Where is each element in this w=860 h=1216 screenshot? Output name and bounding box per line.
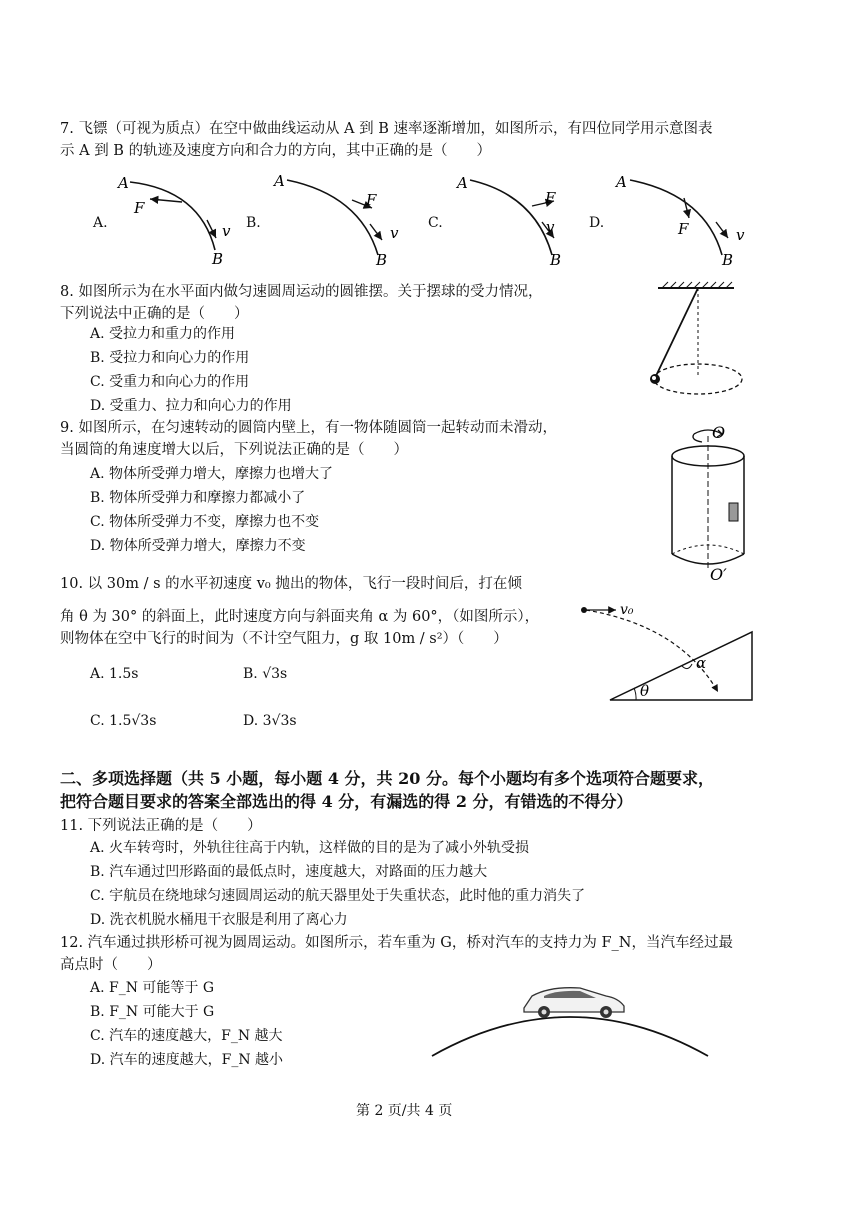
q8-line1: 8. 如图所示为在水平面内做匀速圆周运动的圆锥摆。关于摆球的受力情况， [60,284,543,300]
q7-option-d: D. [589,215,605,231]
q7b-label-velocity: v [390,224,399,242]
q12-line1: 12. 汽车通过拱形桥可视为圆周运动。如图所示，若车重为 G，桥对汽车的支持力为 F_N，当汽车经过最 [60,935,733,951]
q7c-label-end: B [550,251,562,269]
q8-option-c: C. 受重力和向心力的作用 [90,374,250,390]
q9-option-c: C. 物体所受弹力不变，摩擦力也不变 [90,514,320,530]
q7a-label-force: F [134,199,145,217]
q7a-label-start: A [118,174,129,192]
q8-conical-pendulum-figure [620,278,760,408]
q10-option-c: C. 1.5√3s [90,713,157,729]
q7b-label-start: A [274,172,285,190]
car-icon [524,988,624,1018]
q11-option-a: A. 火车转弯时，外轨往往高于内轨，这样做的目的是为了减小外轨受损 [90,840,530,856]
q7-figure-d [614,173,745,269]
q12-arch-bridge-figure [420,968,720,1064]
q7-figures [0,0,860,280]
q8-option-b: B. 受拉力和向心力的作用 [90,350,250,366]
q7b-label-force: F [366,191,377,209]
q10-fig-alpha-label: α [696,654,707,672]
q12-option-d: D. 汽车的速度越大，F_N 越小 [90,1052,284,1068]
q12-line2: 高点时（ ） [60,957,162,973]
q7d-label-start: A [616,173,627,191]
section2-title-line1: 二、多项选择题（共 5 小题，每小题 4 分，共 20 分。每个小题均有多个选项符合题要求， [60,769,714,788]
q7c-label-start: A [457,174,468,192]
q9-option-d: D. 物体所受弹力增大，摩擦力不变 [90,538,306,554]
q7-option-c: C. [428,215,443,231]
q7a-label-end: B [212,250,224,268]
q7c-label-velocity: v [546,218,555,236]
q8-line2: 下列说法中正确的是（ ） [60,306,249,322]
q10-line1: 10. 以 30m / s 的水平初速度 v₀ 抛出的物体，飞行一段时间后，打在倾 [60,576,522,592]
q8-option-d: D. 受重力、拉力和向心力的作用 [90,398,292,414]
q12-option-b: B. F_N 可能大于 G [90,1004,215,1020]
section2-title-line2: 把符合题目要求的答案全部选出的得 4 分，有漏选的得 2 分，有错选的不得分） [60,792,633,811]
q7-line1: 7. 飞镖（可视为质点）在空中做曲线运动从 A 到 B 速率逐渐增加，如图所示，有四位同学用示意图表 [60,121,713,137]
q7c-label-force: F [545,189,556,207]
q9-cylinder-figure [650,418,770,588]
q7b-label-end: B [376,251,388,269]
q7-option-b: B. [246,215,261,231]
q7d-label-velocity: v [736,226,745,244]
q7d-label-end: B [722,251,734,269]
q9-axis-top-label: O [712,423,726,442]
q10-option-d: D. 3√3s [243,713,297,729]
q9-line2: 当圆筒的角速度增大以后，下列说法正确的是（ ） [60,442,408,458]
q7-figure-c [455,174,561,269]
q10-line2: 角 θ 为 30° 的斜面上，此时速度方向与斜面夹角 α 为 60°，（如图所示）， [60,609,540,625]
q7-figure-a [116,174,231,268]
q7a-label-velocity: v [222,222,231,240]
q7-option-a: A. [93,215,108,231]
q10-option-b: B. √3s [243,666,288,682]
q12-option-c: C. 汽车的速度越大，F_N 越大 [90,1028,283,1044]
q10-line3: 则物体在空中飞行的时间为（不计空气阻力，g 取 10m / s²）（ ） [60,631,508,647]
q11-option-d: D. 洗衣机脱水桶甩干衣服是利用了离心力 [90,912,348,928]
q9-axis-bottom-label: O′ [710,565,727,584]
q11-option-c: C. 宇航员在绕地球匀速圆周运动的航天器里处于失重状态，此时他的重力消失了 [90,888,586,904]
q9-option-b: B. 物体所受弹力和摩擦力都减小了 [90,490,306,506]
q9-option-a: A. 物体所受弹力增大，摩擦力也增大了 [90,466,334,482]
q11-line1: 11. 下列说法正确的是（ ） [60,818,262,834]
q10-incline-figure [570,596,770,706]
q12-option-a: A. F_N 可能等于 G [90,980,215,996]
q7-figure-b [272,172,399,269]
page-number: 第 2 页/共 4 页 [356,1103,453,1119]
q7-line2: 示 A 到 B 的轨迹及速度方向和合力的方向，其中正确的是（ ） [60,143,492,159]
q7d-label-force: F [678,220,689,238]
q10-fig-v0-label: v₀ [620,602,634,618]
q8-option-a: A. 受拉力和重力的作用 [90,326,236,342]
q10-option-a: A. 1.5s [90,666,139,682]
q11-option-b: B. 汽车通过凹形路面的最低点时，速度越大，对路面的压力越大 [90,864,488,880]
q10-fig-theta-label: θ [640,682,650,700]
q9-line1: 9. 如图所示，在匀速转动的圆筒内壁上，有一物体随圆筒一起转动而未滑动， [60,420,557,436]
